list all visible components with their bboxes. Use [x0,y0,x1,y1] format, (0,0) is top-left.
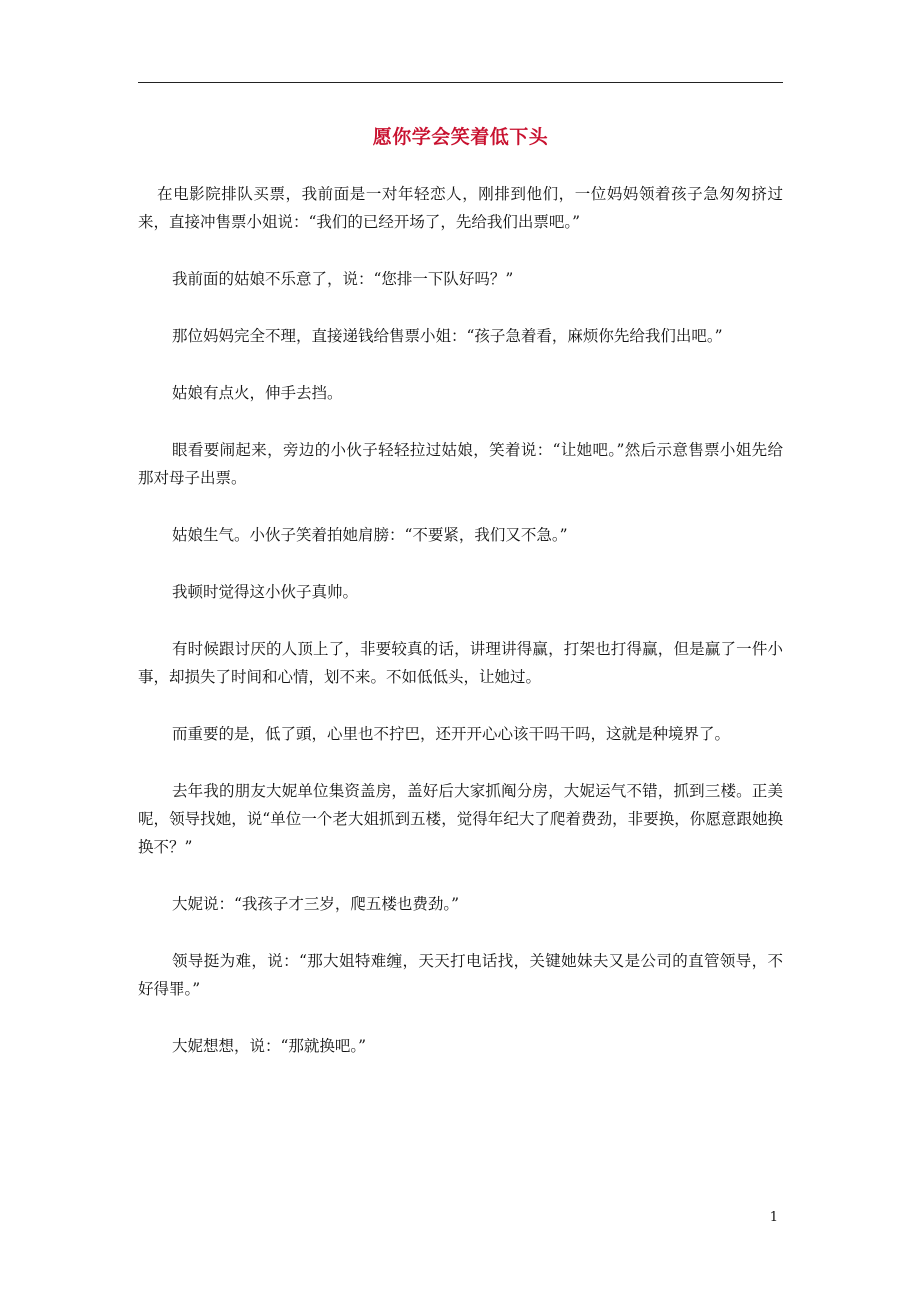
paragraph: 那位妈妈完全不理，直接递钱给售票小姐：“孩子急着看，麻烦你先给我们出吧。” [172,327,723,345]
paragraph: 有时候跟讨厌的人顶上了，非要较真的话，讲理讲得赢，打架也打得赢，但是赢了一件小事，却损失了时间和心情，划不来。不如低低头，让她过。 [138,640,783,686]
header-rule [138,82,783,83]
page-number: 1 [769,1210,778,1225]
article-title: 愿你学会笑着低下头 [372,126,549,148]
paragraph: 眼看要闹起来，旁边的小伙子轻轻拉过姑娘，笑着说：“让她吧。”然后示意售票小姐先给那对母子出票。 [138,441,783,487]
paragraph: 姑娘有点火，伸手去挡。 [172,384,343,402]
article-body [138,180,783,1089]
paragraph: 去年我的朋友大妮单位集资盖房，盖好后大家抓阄分房，大妮运气不错，抓到三楼。正美呢，领导找她，说“单位一个老大姐抓到五楼，觉得年纪大了爬着费劲，非要换，你愿意跟她换换不？” [138,782,783,856]
paragraph: 在电影院排队买票，我前面是一对年轻恋人，刚排到他们，一位妈妈领着孩子急匆匆挤过来，直接冲售票小姐说：“我们的已经开场了，先给我们出票吧。” [138,185,783,231]
paragraph: 我前面的姑娘不乐意了，说：“您排一下队好吗？” [172,270,514,288]
paragraph: 而重要的是，低了頭，心里也不拧巴，还开开心心该干吗干吗，这就是种境界了。 [172,725,731,743]
paragraph: 大妮想想，说：“那就换吧。” [172,1037,367,1055]
paragraph: 姑娘生气。小伙子笑着拍她肩膀：“不要紧，我们又不急。” [172,526,568,544]
paragraph: 大妮说：“我孩子才三岁，爬五楼也费劲。” [172,895,460,913]
paragraph: 领导挺为难，说：“那大姐特难缠，天天打电话找，关键她妹夫又是公司的直管领导，不好得罪。” [138,952,783,998]
paragraph: 我顿时觉得这小伙子真帅。 [172,583,359,601]
